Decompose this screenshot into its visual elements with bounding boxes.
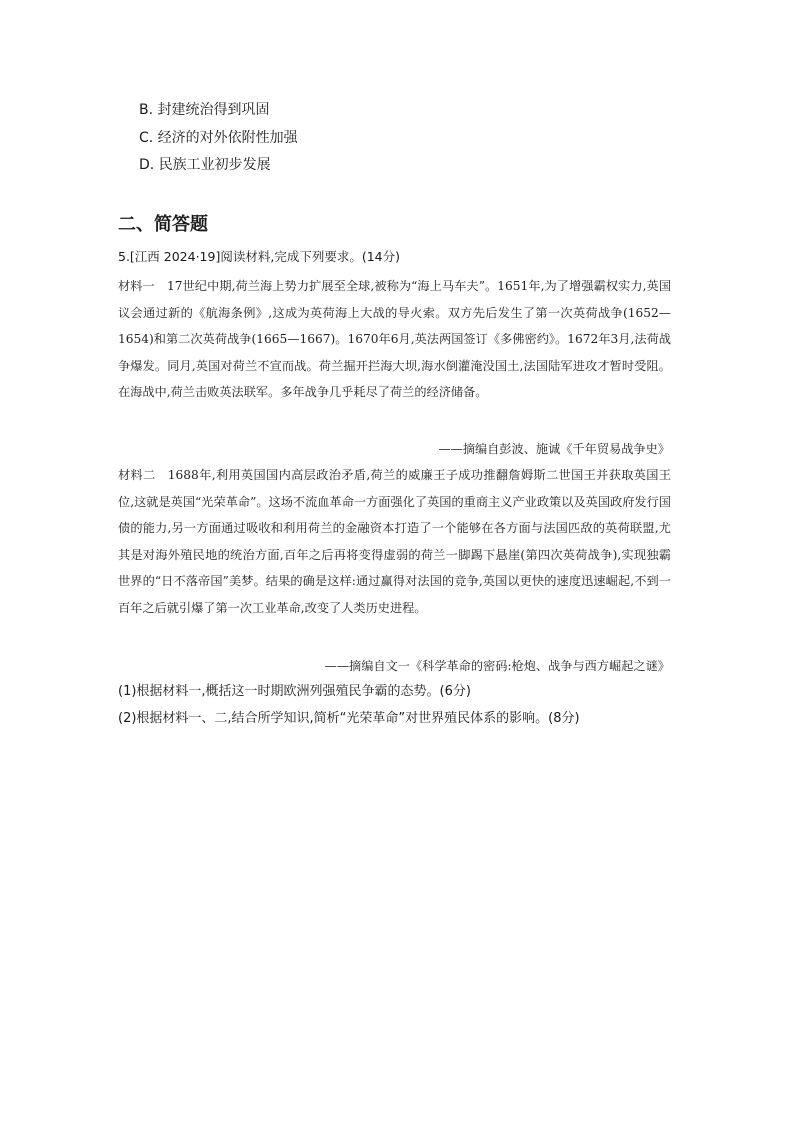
- option-text: 经济的对外依附性加强: [157, 130, 298, 146]
- material-one-source: ——摘编自彭波、施诚《千年贸易战争史》: [438, 442, 670, 456]
- option-text: 封建统治得到巩固: [157, 102, 270, 118]
- material-two: [118, 462, 671, 621]
- option-letter: D.: [139, 157, 155, 173]
- option-text: 民族工业初步发展: [158, 157, 271, 173]
- material-label: 材料二: [118, 468, 156, 482]
- sub-question-1: (1)根据材料一,概括这一时期欧洲列强殖民争霸的态势。(6分): [118, 684, 471, 699]
- material-text: 17世纪中期,荷兰海上势力扩展至全球,被称为“海上马车夫”。1651年,为了增强霸权实力,英国议会通过新的《航海条例》,这成为英荷海上大战的导火索。双方先后发生了第一次英荷战争(1652—1654)和第二次英荷战争(1665—1667)。1670年6月,英法两国签订《多佛密约》。1672年3月,法荷战争爆发。同月,英国对荷兰不宣而战。荷兰掘开拦海大坝,海水倒灌淹没国土,法国陆军进攻才暂时受阻。在海战中,荷兰击败英法联军。多年战争几乎耗尽了荷兰的经济储备。: [118, 279, 672, 399]
- material-label: 材料一: [118, 279, 155, 293]
- option-letter: B.: [139, 102, 154, 118]
- option-c: [139, 128, 298, 148]
- sub-question-2: (2)根据材料一、二,结合所学知识,简析“光荣革命”对世界殖民体系的影响。(8分): [118, 711, 580, 726]
- material-two-source: ——摘编自文一《科学革命的密码:枪炮、战争与西方崛起之谜》: [324, 659, 670, 673]
- option-b: [139, 100, 270, 120]
- material-text: 1688年,利用英国国内高层政治矛盾,荷兰的威廉王子成功推翻詹姆斯二世国王并获取英国王位,这就是英国“光荣革命”。这场不流血革命一方面强化了英国的重商主义产业政策以及英国政府发行国债的能力,另一方面通过吸收和利用荷兰的金融资本打造了一个能够在各方面与法国匹敌的英荷联盟,尤其是对海外殖民地的统治方面,百年之后再将变得虚弱的荷兰一脚踢下悬崖(第四次英荷战争),实现独霸世界的“日不落帝国”美梦。结果的确是这样:通过赢得对法国的竞争,英国以更快的速度迅速崛起,不到一百年之后就引爆了第一次工业革命,改变了人类历史进程。: [118, 468, 672, 615]
- material-one: [118, 273, 671, 406]
- section-title: 二、简答题: [118, 214, 208, 235]
- question-header: 5.[江西 2024·19]阅读材料,完成下列要求。(14分): [118, 249, 400, 264]
- option-letter: C.: [139, 130, 154, 146]
- option-d: [139, 155, 271, 175]
